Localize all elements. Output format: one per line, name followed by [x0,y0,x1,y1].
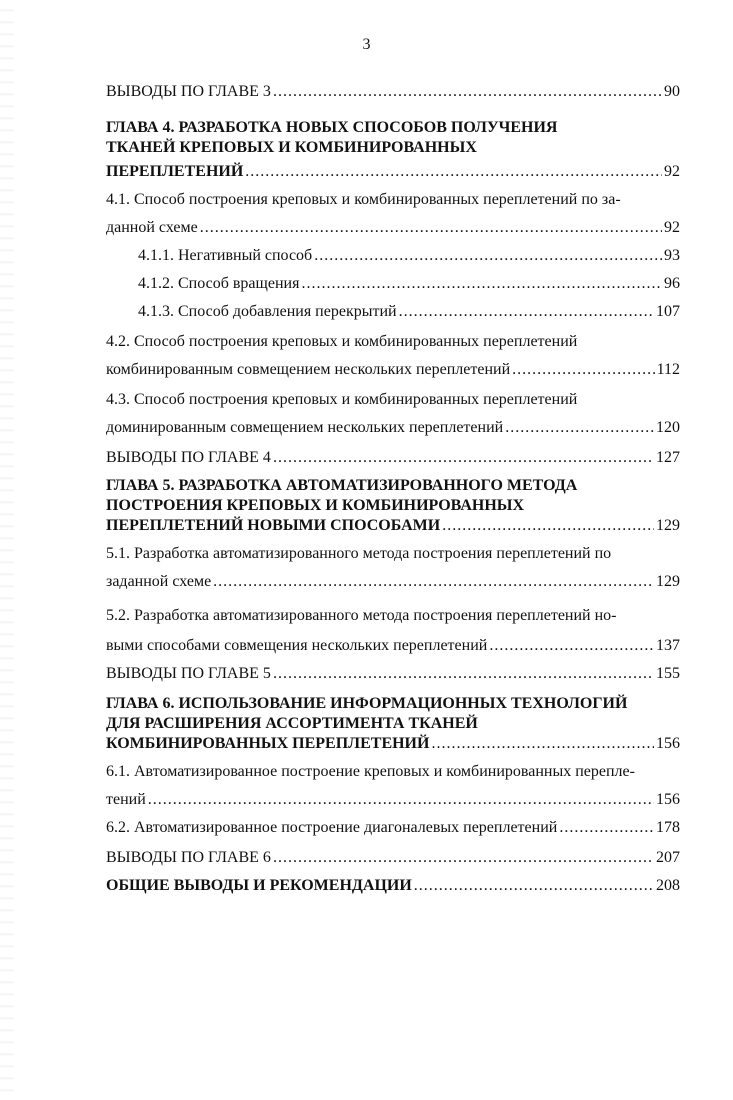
dot-leader [301,274,662,294]
toc-chapter-6-title-line3 [106,734,680,754]
toc-entry-title: ВЫВОДЫ ПО ГЛАВЕ 4 [106,449,271,466]
toc-page-number: 96 [664,275,680,292]
toc-section-4-2-line1: 4.2. Способ построения креповых и комбинированных переплетений [106,333,578,350]
toc-section-6-2 [106,818,680,838]
toc-entry-title: данной схеме [106,219,198,236]
dot-leader [213,572,654,592]
toc-subsection-4-1-2 [138,274,680,294]
toc-entry-conclusions-ch4 [106,448,680,468]
toc-entry-title: ПЕРЕПЛЕТЕНИЙ [106,163,244,180]
toc-entry-title: комбинированным совмещением нескольких переплетений [106,361,511,378]
toc-section-4-2-line2 [106,360,680,380]
toc-page-number: 107 [656,303,680,320]
toc-page-number: 207 [656,849,680,866]
toc-page-number: 129 [656,517,680,534]
toc-chapter-5-title-line1: ГЛАВА 5. РАЗРАБОТКА АВТОМАТИЗИРОВАННОГО МЕТОДА [106,477,578,494]
toc-page-number: 127 [656,449,680,466]
toc-entry-title: ВЫВОДЫ ПО ГЛАВЕ 3 [106,83,271,100]
toc-page-number: 178 [656,819,680,836]
toc-chapter-5-title-line2: ПОСТРОЕНИЯ КРЕПОВЫХ И КОМБИНИРОВАННЫХ [106,497,525,514]
toc-section-5-1-line2 [106,572,680,592]
dot-leader [148,790,654,810]
toc-section-4-3-line2 [106,418,680,438]
toc-page-number: 92 [664,163,680,180]
toc-section-4-1-line1: 4.1. Способ построения креповых и комбинированных переплетений по за- [106,191,621,208]
toc-section-4-3-line1: 4.3. Способ построения креповых и комбинированных переплетений [106,391,578,408]
toc-page-number: 92 [664,219,680,236]
toc-entry-title: доминированным совмещением нескольких переплетений [106,419,504,436]
dot-leader [505,418,654,438]
toc-subsection-4-1-3 [138,302,680,322]
toc-chapter-4-title-line1: ГЛАВА 4. РАЗРАБОТКА НОВЫХ СПОСОБОВ ПОЛУЧЕНИЯ [106,119,558,136]
toc-entry-title: КОМБИНИРОВАННЫХ ПЕРЕПЛЕТЕНИЙ [106,735,430,752]
toc-entry-title: ПЕРЕПЛЕТЕНИЙ НОВЫМИ СПОСОБАМИ [106,517,441,534]
toc-section-5-2-line2 [106,636,680,656]
toc-page-number: 129 [656,573,680,590]
dot-leader [273,82,662,102]
dot-leader [273,448,654,468]
toc-entry-title: 4.1.1. Негативный способ [138,247,313,264]
toc-section-6-1-line2 [106,790,680,810]
dot-leader [200,218,662,238]
dot-leader [489,636,654,656]
dot-leader [273,664,654,684]
toc-chapter-6-title-line2: ДЛЯ РАСШИРЕНИЯ АССОРТИМЕНТА ТКАНЕЙ [106,715,478,732]
toc-page-number: 156 [656,735,680,752]
dot-leader [399,302,654,322]
toc-page-number: 120 [656,419,680,436]
toc-page-number: 155 [656,665,680,682]
dot-leader [512,360,654,380]
toc-entry-conclusions-ch6 [106,848,680,868]
toc-entry-title: 4.1.3. Способ добавления перекрытий [138,303,397,320]
toc-entry-title: заданной схеме [106,573,212,590]
toc-chapter-4-title-line3 [106,162,680,182]
toc-page-number: 112 [656,361,680,378]
toc-page-number: 137 [656,637,680,654]
dot-leader [431,734,654,754]
toc-page-number: 90 [664,83,680,100]
toc-subsection-4-1-1 [138,246,680,266]
dot-leader [414,876,654,896]
toc-entry-general-conclusions [106,876,680,896]
dot-leader [442,516,654,536]
scan-edge-noise [0,0,14,1100]
toc-section-4-1-line2 [106,218,680,238]
toc-entry-title: 6.2. Автоматизированное построение диагоналевых переплетений [106,819,558,836]
toc-page-number: 93 [664,247,680,264]
toc-chapter-5-title-line3 [106,516,680,536]
toc-chapter-4-title-line2: ТКАНЕЙ КРЕПОВЫХ И КОМБИНИРОВАННЫХ [106,139,477,156]
toc-entry-title: ВЫВОДЫ ПО ГЛАВЕ 6 [106,849,271,866]
toc-entry-title: тений [106,791,146,808]
page-number: 3 [362,36,371,53]
toc-page-number: 156 [656,791,680,808]
toc-section-6-1-line1: 6.1. Автоматизированное построение креповых и комбинированных перепле- [106,763,635,780]
toc-entry-title: 4.1.2. Способ вращения [138,275,300,292]
toc-entry-conclusions-ch5 [106,664,680,684]
dot-leader [245,162,662,182]
dot-leader [559,818,654,838]
toc-entry-title: выми способами совмещения нескольких переплетений [106,637,488,654]
toc-entry-title: ВЫВОДЫ ПО ГЛАВЕ 5 [106,665,271,682]
toc-section-5-1-line1: 5.1. Разработка автоматизированного метода построения переплетений по [106,545,612,562]
toc-entry-conclusions-ch3 [106,82,680,102]
toc-page-number: 208 [656,877,680,894]
toc-chapter-6-title-line1: ГЛАВА 6. ИСПОЛЬЗОВАНИЕ ИНФОРМАЦИОННЫХ ТЕХНОЛОГИЙ [106,695,628,712]
toc-entry-title: ОБЩИЕ ВЫВОДЫ И РЕКОМЕНДАЦИИ [106,877,412,894]
toc-section-5-2-line1: 5.2. Разработка автоматизированного метода построения переплетений но- [106,607,617,624]
dot-leader [314,246,662,266]
dot-leader [273,848,654,868]
